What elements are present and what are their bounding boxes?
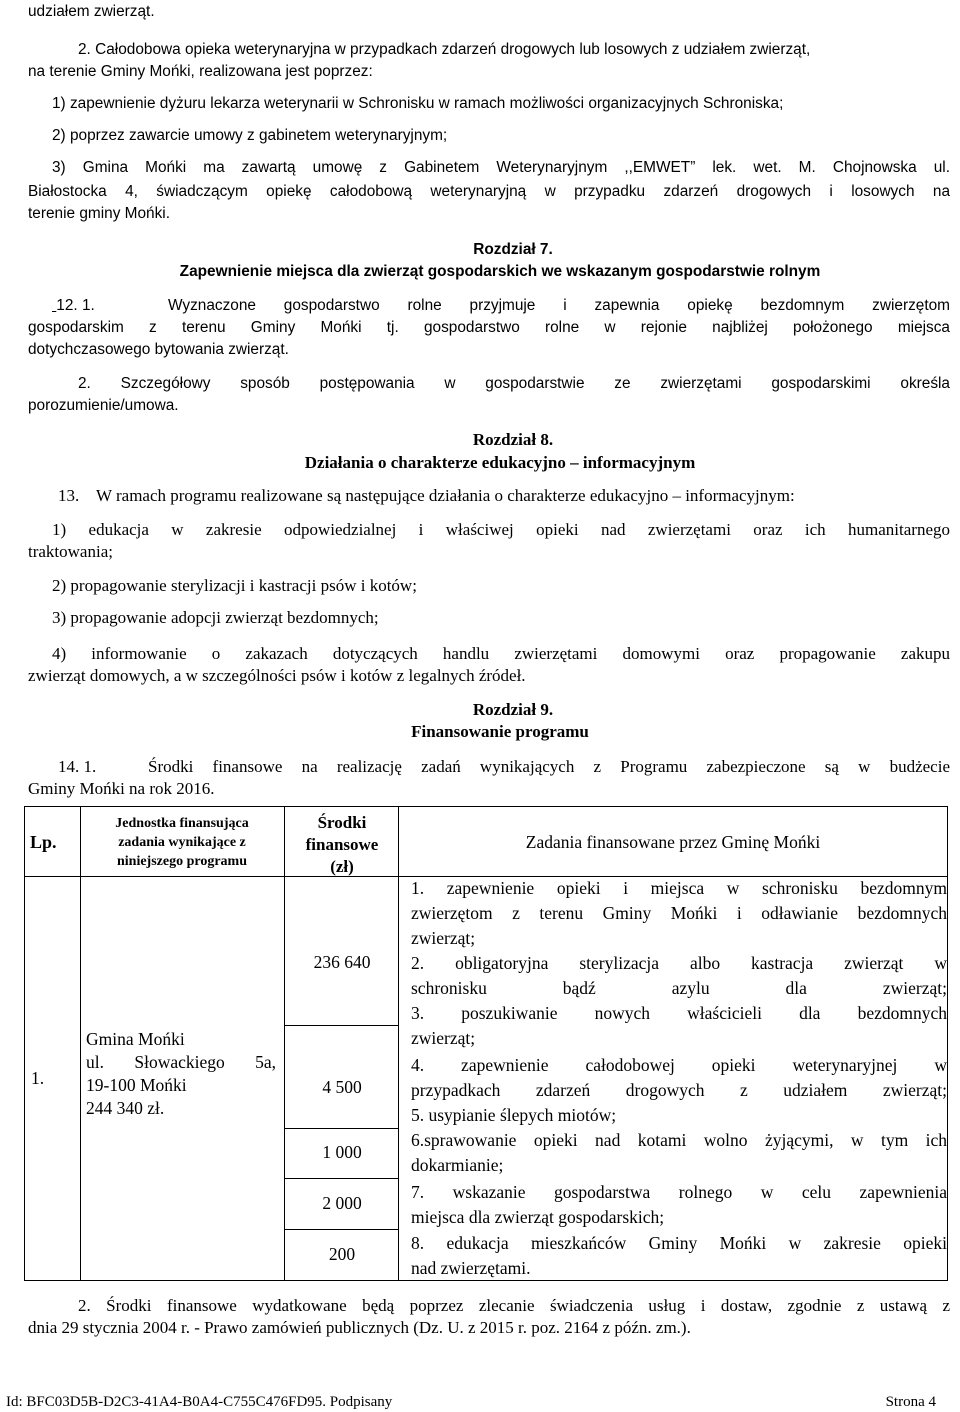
chapter-9-title: Finansowanie programu (411, 722, 589, 741)
item-13-3: 3) propagowanie adopcji zwierząt bezdomnych; (52, 608, 379, 627)
section-13-text: W ramach programu realizowane są następujące działania o charakterze edukacyjno – informacyjnym: (96, 486, 795, 505)
section-12-line1: Wyznaczone gospodarstwo rolne przyjmuje i zapewnia opiekę bezdomnym zwierzętom (168, 297, 950, 314)
section-13-head: 13. (58, 486, 80, 505)
unit-cell: Gmina Mońki ul. Słowackiego 5a, 19-100 Mońki 244 340 zł. (86, 1029, 276, 1118)
task-2: 2. obligatoryjna sterylizacja albo kastracja zwierząt w schronisku bądź azylu dla zwierząt; (411, 953, 947, 998)
task-1: 1. zapewnienie opieki i miejsca w schronisku bezdomnym zwierzętom z terenu Gminy Mońki i odławianie bezdomnych zwierząt; (411, 878, 947, 948)
item-2-1: 1) zapewnienie dyżuru lekarza weterynarii w Schronisku w ramach możliwości organizacyjnych Schroniska; (52, 95, 784, 112)
page-number: Strona 4 (885, 1394, 936, 1410)
chapter-8-title: Działania o charakterze edukacyjno – informacyjnym (304, 453, 696, 472)
section-14-line2: Gminy Mońki na rok 2016. (28, 779, 215, 798)
amount-1: 236 640 (313, 952, 371, 972)
section-2-intro-line2: na terenie Gminy Mońki, realizowana jest poprzez: (28, 63, 373, 80)
item-2-3-line2: Białostocka 4, świadczącym opiekę całodobową weterynaryjną w przypadku zdarzeń drogowych i losowych na (28, 183, 950, 200)
header-funds: Środki finansowe (zł) (305, 813, 379, 876)
task-4: 4. zapewnienie całodobowej opieki weterynaryjnej w przypadkach zdarzeń drogowych z udziałem zwierząt; (411, 1055, 947, 1100)
amount-3: 1 000 (322, 1142, 362, 1162)
item-13-2: 2) propagowanie sterylizacji i kastracji psów i kotów; (52, 576, 417, 595)
amount-5: 200 (328, 1244, 356, 1264)
task-8: 8. edukacja mieszkańców Gminy Mońki w zakresie opieki nad zwierzętami. (411, 1233, 947, 1278)
item-13-4-line1: 4) informowanie o zakazach dotyczących handlu zwierzętami domowymi oraz propagowanie zakupu (52, 644, 950, 663)
task-6: 6.sprawowanie opieki nad kotami wolno żyjącymi, w tym ich dokarmianie; (411, 1130, 947, 1175)
continuation-text: udziałem zwierząt. (28, 3, 155, 20)
section-14-line1: Środki finansowe na realizację zadań wynikających z Programu zabezpieczone są w budżecie (148, 757, 950, 776)
item-13-1-line1: 1) edukacja w zakresie odpowiedzialnej i właściwej opieki nad zwierzętami oraz ich humanitarnego (52, 520, 950, 539)
task-7: 7. wskazanie gospodarstwa rolnego w celu zapewnienia miejsca dla zwierząt gospodarskich; (411, 1182, 947, 1227)
section-14-2-line2: dnia 29 stycznia 2004 r. - Prawo zamówień publicznych (Dz. U. z 2015 r. poz. 2164 z późn. zm.). (28, 1318, 691, 1337)
item-13-4-line2: zwierząt domowych, a w szczególności psów i kotów z legalnych źródeł. (28, 666, 526, 685)
chapter-8-label: Rozdział 8. (472, 430, 554, 449)
amount-4: 2 000 (322, 1193, 362, 1213)
header-lp: Lp. (30, 832, 57, 852)
section-12-line3: dotychczasowego bytowania zwierząt. (28, 341, 289, 358)
section-14-2-line1: 2. Środki finansowe wydatkowane będą poprzez zlecanie świadczenia usług i dostaw, zgodnie z ustawą z (78, 1296, 950, 1315)
section-12-2-line1: 2. Szczegółowy sposób postępowania w gospodarstwie ze zwierzętami gospodarskimi określa (78, 375, 950, 392)
amount-2: 4 500 (322, 1077, 362, 1097)
chapter-9-label: Rozdział 9. (472, 700, 554, 719)
section-2-intro-line1: 2. Całodobowa opieka weterynaryjna w przypadkach zdarzeń drogowych lub losowych z udziałem zwierząt, (78, 41, 811, 58)
header-tasks: Zadania finansowane przez Gminę Mońki (525, 832, 821, 852)
item-2-2: 2) poprzez zawarcie umowy z gabinetem weterynaryjnym; (52, 127, 448, 144)
document-id: Id: BFC03D5B-D2C3-41A4-B0A4-C755C476FD95. Podpisany (6, 1394, 393, 1410)
section-12-line2: gospodarskim z terenu Gminy Mońki tj. gospodarstwo rolne w rejonie najbliżej położonego miejsca (28, 319, 950, 336)
row-lp: 1. (31, 1068, 45, 1088)
section-12-head: 12. 1. (56, 297, 95, 314)
task-5: 5. usypianie ślepych miotów; (411, 1105, 617, 1125)
chapter-7-label: Rozdział 7. (473, 241, 553, 258)
task-3: 3. poszukiwanie nowych właścicieli dla bezdomnych zwierząt; (411, 1003, 947, 1048)
section-14-head: 14. 1. (58, 757, 97, 776)
header-unit: Jednostka finansująca zadania wynikające z niniejszego programu (115, 816, 249, 869)
item-2-3-line1: 3) Gmina Mońki ma zawartą umowę z Gabinetem Weterynaryjnym ,,EMWET” lek. wet. M. Chojnowska ul. (52, 159, 950, 176)
chapter-7-title: Zapewnienie miejsca dla zwierząt gospodarskich we wskazanym gospodarstwie rolnym (179, 263, 821, 280)
item-13-1-line2: traktowania; (28, 542, 113, 561)
item-2-3-line3: terenie gminy Mońki. (28, 205, 170, 222)
section-12-2-line2: porozumienie/umowa. (28, 397, 179, 414)
